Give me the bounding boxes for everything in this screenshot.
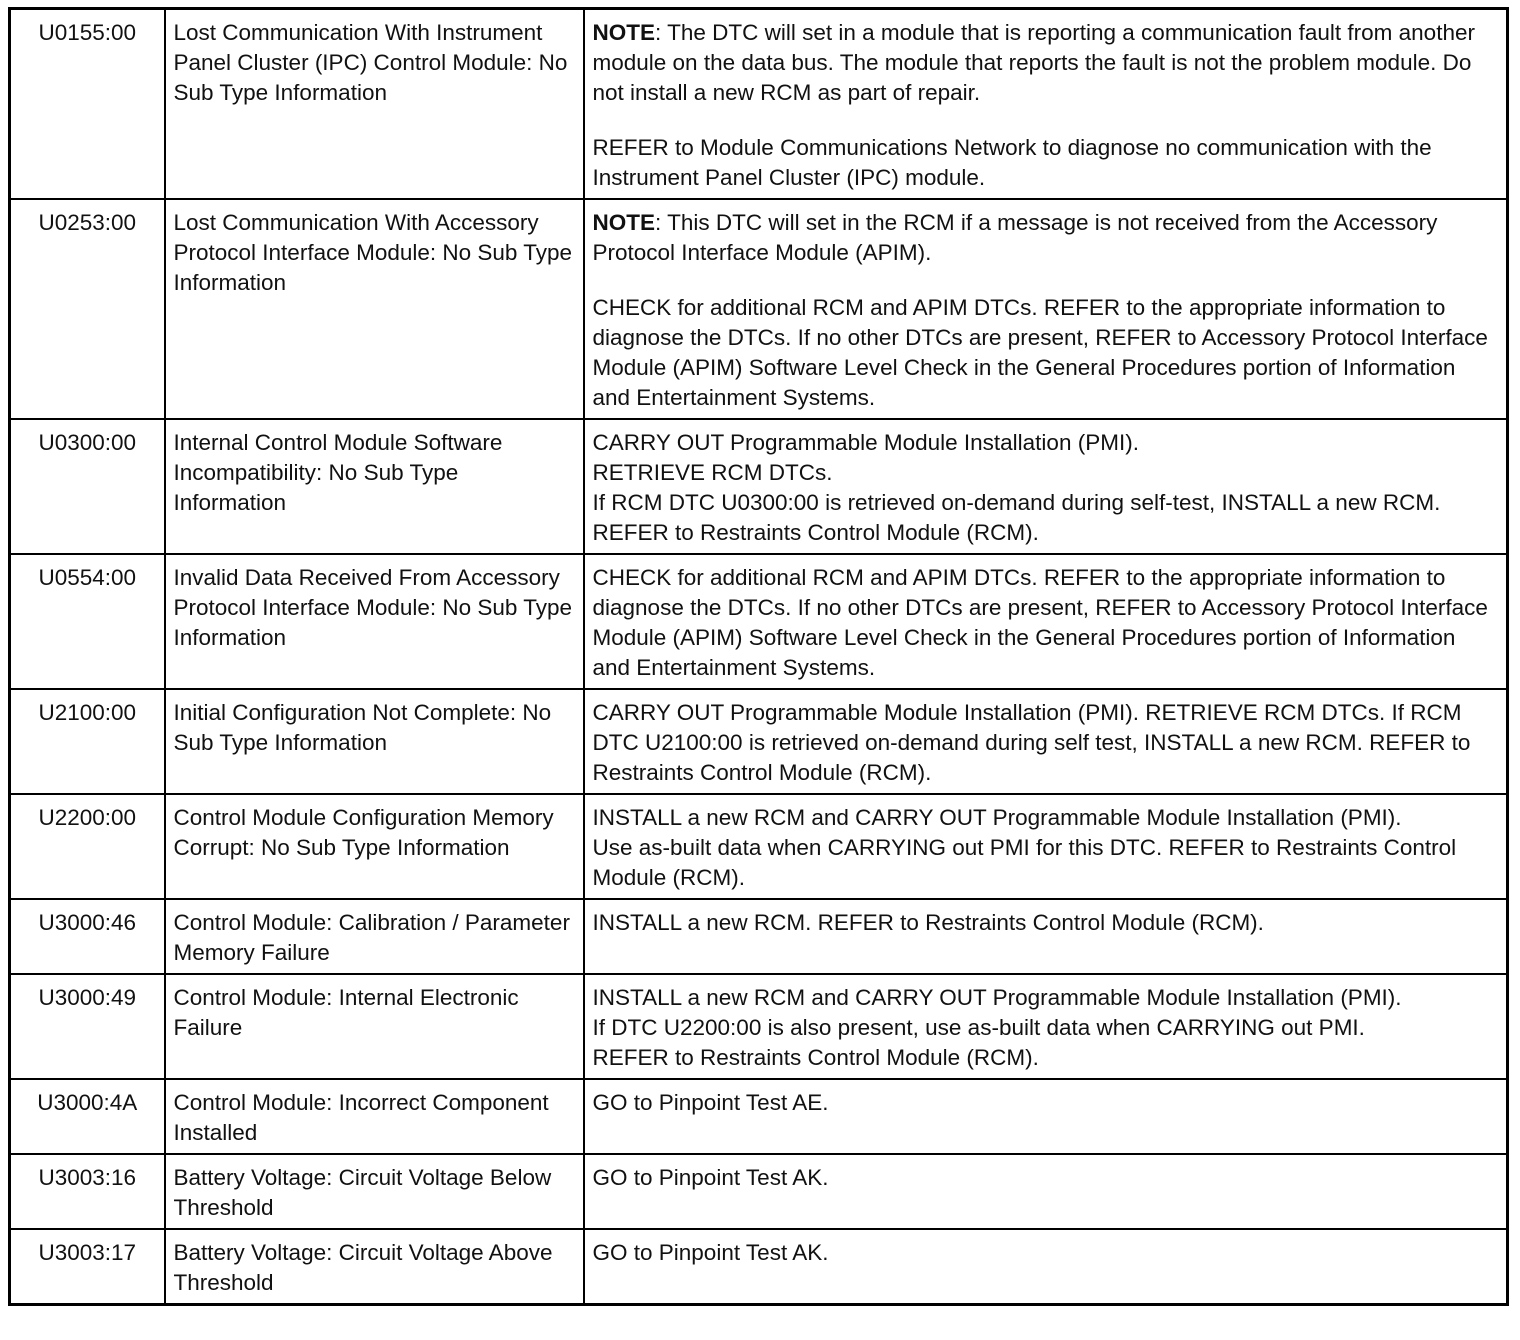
dtc-code: U2100:00 — [10, 689, 165, 794]
action-line: If RCM DTC U0300:00 is retrieved on-demand during self-test, INSTALL a new RCM. REFER to Restraints Control Module (RCM). — [592, 490, 1441, 545]
dtc-description: Control Module: Calibration / Parameter Memory Failure — [165, 899, 584, 974]
table-row — [10, 974, 1508, 1079]
dtc-action — [584, 1079, 1508, 1154]
action-line: Use as-built data when CARRYING out PMI for this DTC. REFER to Restraints Control Module (RCM). — [592, 835, 1457, 890]
action-paragraph: REFER to Module Communications Network to diagnose no communication with the Instrument Panel Cluster (IPC) module. — [592, 135, 1432, 190]
dtc-action — [584, 794, 1508, 899]
dtc-code: U2200:00 — [10, 794, 165, 899]
dtc-action — [584, 974, 1508, 1079]
table-row — [10, 794, 1508, 899]
table-row — [10, 689, 1508, 794]
note-text: : The DTC will set in a module that is reporting a communication fault from another module on the data bus. The module that reports the fault is not the problem module. Do not install a new RCM as part of repair. — [592, 20, 1475, 105]
action-line: INSTALL a new RCM and CARRY OUT Programmable Module Installation (PMI). — [592, 805, 1402, 830]
dtc-description: Initial Configuration Not Complete: No Sub Type Information — [165, 689, 584, 794]
action-line: CARRY OUT Programmable Module Installation (PMI). RETRIEVE RCM DTCs. If RCM DTC U2100:00 is retrieved on-demand during self test, INSTALL a new RCM. REFER to Restraints Control Module (RCM). — [592, 700, 1471, 785]
table-row — [10, 199, 1508, 419]
table-row — [10, 1079, 1508, 1154]
dtc-description: Control Module Configuration Memory Corrupt: No Sub Type Information — [165, 794, 584, 899]
dtc-action — [584, 899, 1508, 974]
note-label: NOTE — [592, 210, 656, 235]
dtc-description: Control Module: Incorrect Component Installed — [165, 1079, 584, 1154]
action-line: If DTC U2200:00 is also present, use as-built data when CARRYING out PMI. — [592, 1015, 1365, 1040]
dtc-action — [584, 1154, 1508, 1229]
dtc-action — [584, 554, 1508, 689]
action-line: CHECK for additional RCM and APIM DTCs. REFER to the appropriate information to diagnose the DTCs. If no other DTCs are present, REFER to Accessory Protocol Interface Module (APIM) Software Level Check in the General Procedures portion of Information and Entertainment Systems. — [592, 565, 1488, 680]
action-line: RETRIEVE RCM DTCs. — [592, 460, 833, 485]
table-row — [10, 1154, 1508, 1229]
dtc-description: Battery Voltage: Circuit Voltage Below Threshold — [165, 1154, 584, 1229]
action-line: GO to Pinpoint Test AE. — [592, 1090, 829, 1115]
dtc-description: Internal Control Module Software Incompatibility: No Sub Type Information — [165, 419, 584, 554]
table-row — [10, 9, 1508, 200]
action-line: GO to Pinpoint Test AK. — [592, 1240, 829, 1265]
table-row — [10, 419, 1508, 554]
dtc-table — [8, 7, 1509, 1306]
dtc-code: U3000:4A — [10, 1079, 165, 1154]
dtc-code: U3003:16 — [10, 1154, 165, 1229]
table-row — [10, 554, 1508, 689]
action-line: REFER to Restraints Control Module (RCM). — [592, 1045, 1039, 1070]
dtc-action — [584, 1229, 1508, 1305]
dtc-code: U0554:00 — [10, 554, 165, 689]
action-paragraph: CHECK for additional RCM and APIM DTCs. REFER to the appropriate information to diagnose the DTCs. If no other DTCs are present, REFER to Accessory Protocol Interface Module (APIM) Software Level Check in the General Procedures portion of Information and Entertainment Systems. — [592, 295, 1488, 410]
dtc-code: U3003:17 — [10, 1229, 165, 1305]
dtc-description: Battery Voltage: Circuit Voltage Above Threshold — [165, 1229, 584, 1305]
table-row — [10, 899, 1508, 974]
dtc-description: Lost Communication With Accessory Protocol Interface Module: No Sub Type Information — [165, 199, 584, 419]
dtc-code: U0253:00 — [10, 199, 165, 419]
dtc-description: Invalid Data Received From Accessory Protocol Interface Module: No Sub Type Information — [165, 554, 584, 689]
action-line: CARRY OUT Programmable Module Installation (PMI). — [592, 430, 1139, 455]
dtc-code: U0155:00 — [10, 9, 165, 200]
table-row — [10, 1229, 1508, 1305]
dtc-description: Control Module: Internal Electronic Failure — [165, 974, 584, 1079]
dtc-action — [584, 689, 1508, 794]
dtc-code: U3000:46 — [10, 899, 165, 974]
dtc-code: U0300:00 — [10, 419, 165, 554]
note-paragraph — [593, 208, 1499, 268]
action-line: INSTALL a new RCM. REFER to Restraints Control Module (RCM). — [592, 910, 1264, 935]
dtc-description: Lost Communication With Instrument Panel Cluster (IPC) Control Module: No Sub Type Information — [165, 9, 584, 200]
dtc-action — [584, 419, 1508, 554]
action-line: GO to Pinpoint Test AK. — [592, 1165, 829, 1190]
dtc-code: U3000:49 — [10, 974, 165, 1079]
note-text: : This DTC will set in the RCM if a message is not received from the Accessory Protocol Interface Module (APIM). — [592, 210, 1438, 265]
dtc-action — [584, 9, 1508, 200]
dtc-action — [584, 199, 1508, 419]
action-line: INSTALL a new RCM and CARRY OUT Programmable Module Installation (PMI). — [592, 985, 1402, 1010]
note-label: NOTE — [592, 20, 656, 45]
note-paragraph — [593, 18, 1499, 108]
